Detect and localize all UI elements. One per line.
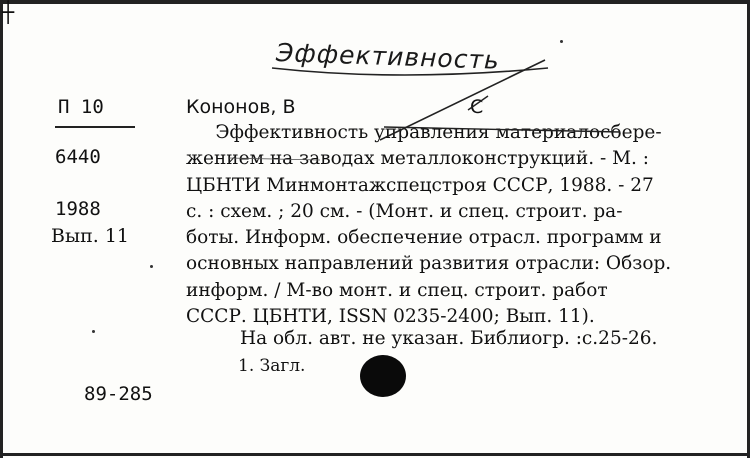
accession-number: 89-285 [84,383,153,405]
description-line: с. : схем. ; 20 см. - (Монт. и спец. строит. ра- [186,200,623,222]
author-heading: Кононов, В [186,96,296,118]
issue-number: Вып. 11 [51,225,130,247]
description-line: СССР. ЦБНТИ, ISSN 0235-2400; Вып. 11). [186,306,595,328]
publication-year: 1988 [55,198,101,220]
title-underline-stroke [384,127,620,132]
heading-underline-stroke [272,68,548,75]
corner-cross-icon: ┼ [2,0,15,24]
description-line: Эффективность управления материалосбере- [186,122,662,143]
bibliography-note: На обл. авт. не указан. Библиогр. :с.25-26. [240,328,658,349]
faint-stroke [228,158,320,160]
handwritten-heading: Эффективность [275,38,501,75]
description-line: информ. / М-во монт. и спец. строит. работ [186,279,608,301]
shelf-mark: П 10 [58,96,104,118]
description-line: основных направлений развития отрасли: Обзор. [186,253,672,275]
subject-tracing: 1. Загл. [238,356,306,376]
inventory-number: 6440 [55,146,101,168]
description-line: ЦБНТИ Минмонтажспецстроя СССР, 1988. - 27 [186,174,654,196]
mark-stroke [468,96,488,110]
description-line: боты. Информ. обеспечение отрасл. программ и [186,227,662,249]
handwritten-mark: С [470,96,484,118]
description-line: жением на заводах металлоконструкций. - М. : [186,148,650,170]
